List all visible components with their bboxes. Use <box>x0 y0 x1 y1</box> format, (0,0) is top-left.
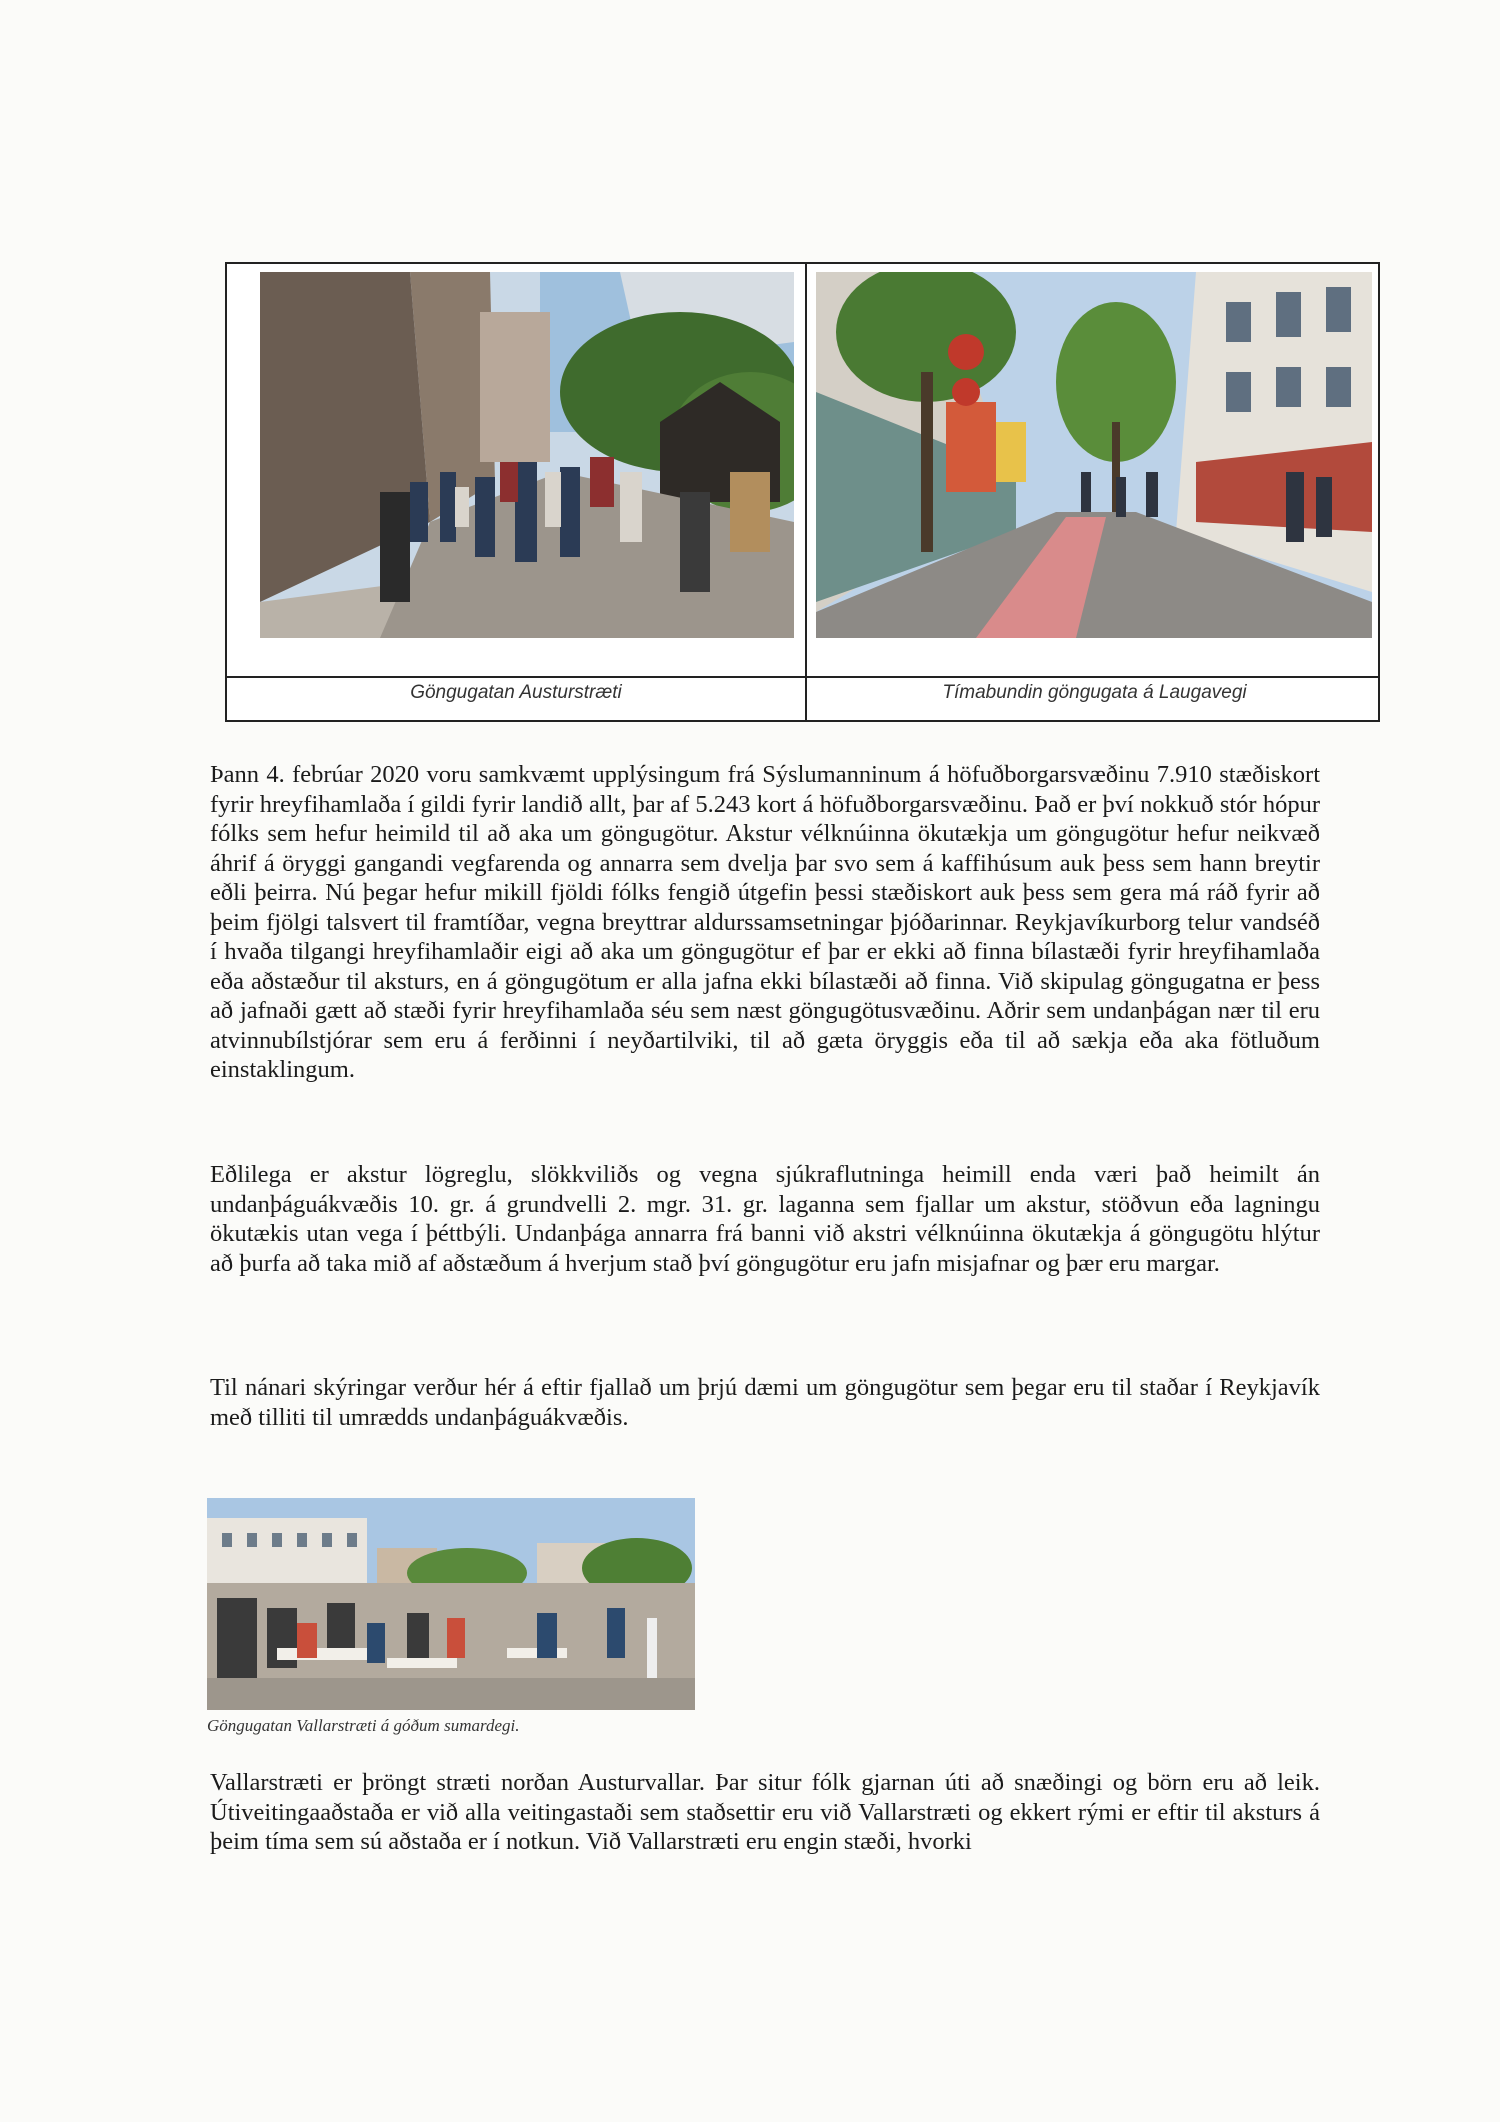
caption-austurstraeti: Göngugatan Austurstræti <box>410 682 622 703</box>
paragraph-3: Til nánari skýringar verður hér á eftir fjallað um þrjú dæmi um göngugötur sem þegar eru til staðar í Reykjavík með tilliti til umrædds undanþáguákvæðis. <box>210 1374 1320 1431</box>
paragraph-1: Þann 4. febrúar 2020 voru samkvæmt upplýsingum frá Sýslumanninum á höfuðborgarsvæðinu 7.910 stæðiskort fyrir hreyfihamlaða í gildi fyrir landið allt, þar af 5.243 kort á höfuðborgarsvæðinu. Það er því nokkuð stór hópur fólks sem hefur heimild til að aka um göngugötur. Akstur vélknúinna ökutækja um göngugötur hefur neikvæð áhrif á öryggi gangandi vegfarenda og annarra sem dvelja þar svo sem á kaffihúsum auk þess sem hann breytir eðli þeirra. Nú þegar hefur mikill fjöldi fólks fengið útgefin þessi stæðiskort auk þess sem gera má ráð fyrir að þeim fjölgi talsvert til framtíðar, vegna breyttrar aldurssamsetningar þjóðarinnar. Reykjavíkurborg telur vandséð í hvaða tilgangi hreyfihamlaðir eigi að aka um göngugötur ef þar er ekki að finna bílastæði fyrir hreyfihamlaða eða aðstæður til aksturs, en á göngugötum er alla jafna ekki bílastæði að finna. Við skipulag göngugatna er þess að jafnaði gætt að stæði fyrir hreyfihamlaða séu sem næst göngugötusvæðinu. Aðrir sem undanþágan nær til eru atvinnubílstjórar sem eru á ferðinni í neyðartilviki, til að gæta öryggis eða til að sækja eða aka fötluðum einstaklingum. <box>210 761 1320 1083</box>
caption-vallarstraeti: Göngugatan Vallarstræti á góðum sumardegi. <box>207 1716 520 1735</box>
photo-table <box>225 262 1380 722</box>
paragraph-2: Eðlilega er akstur lögreglu, slökkviliðs og vegna sjúkraflutninga heimill enda væri það heimilt án undanþáguákvæðis 10. gr. á grundvelli 2. mgr. 31. gr. laganna sem fjallar um akstur, stöðvun eða lagningu ökutækis utan vega í þéttbýli. Undanþága annarra frá banni við akstri vélknúinna ökutækja á göngugötu hlýtur að þurfa að taka mið af aðstæðum á hverjum stað því göngugötur eru jafn misjafnar og þær eru margar. <box>210 1161 1320 1277</box>
table-divider-horizontal <box>227 676 1378 678</box>
caption-laugavegur: Tímabundin göngugata á Laugavegi <box>942 682 1247 703</box>
photo-vallarstraeti <box>207 1498 695 1710</box>
paragraph-4: Vallarstræti er þröngt stræti norðan Austurvallar. Þar situr fólk gjarnan úti að snæðingi og börn eru að leik. Útiveitingaaðstaða er við alla veitingastaði sem staðsettir eru við Vallarstræti og ekkert rými er eftir til aksturs á þeim tíma sem sú aðstaða er í notkun. Við Vallarstræti eru engin stæði, hvorki <box>210 1769 1320 1855</box>
table-divider-vertical <box>805 264 807 720</box>
photo-laugavegur <box>816 272 1372 638</box>
photo-austurstraeti <box>260 272 794 638</box>
